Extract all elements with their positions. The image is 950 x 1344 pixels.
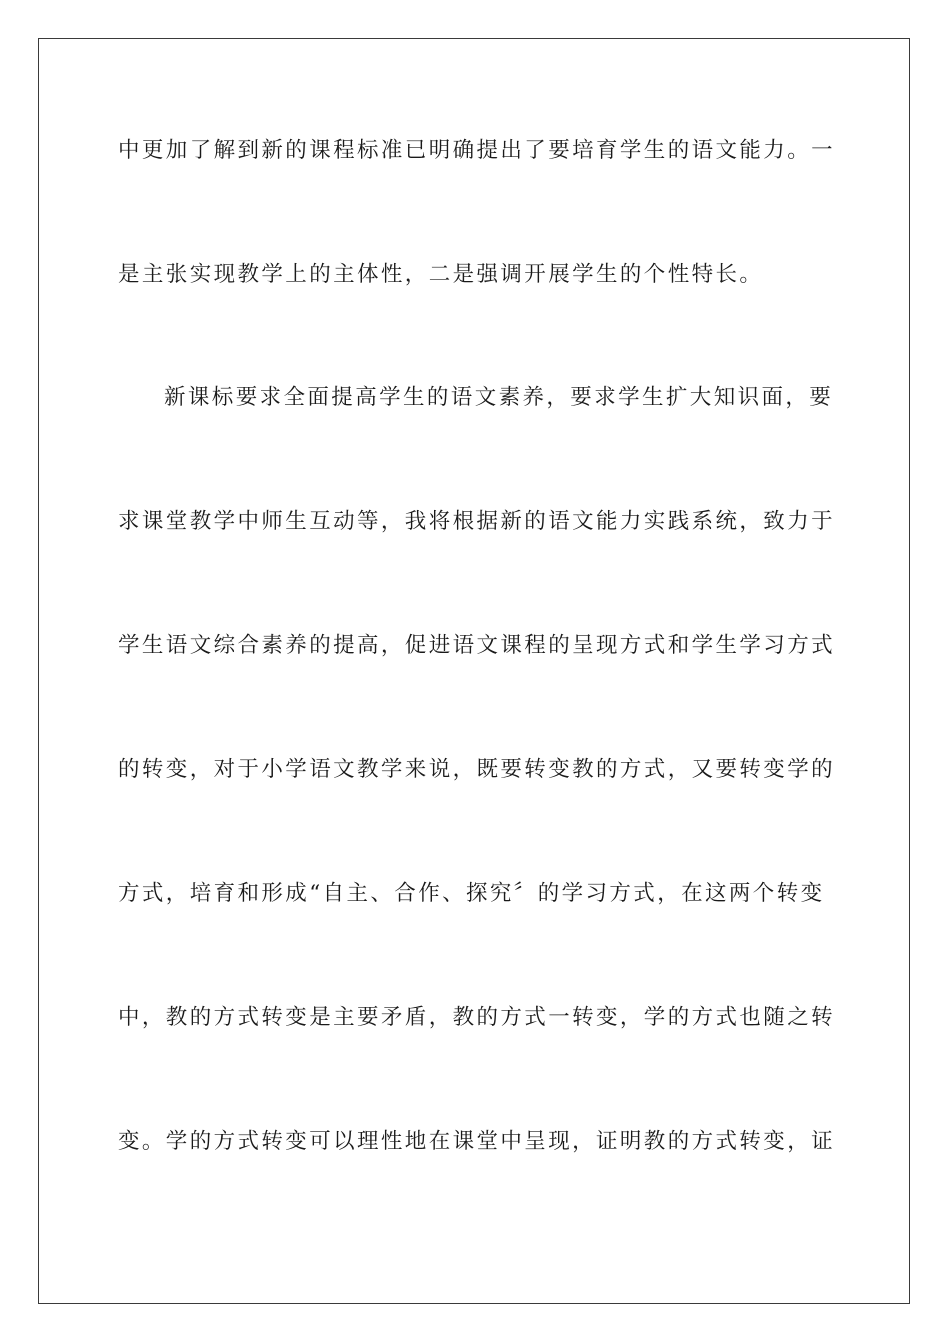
text-line: 中，教的方式转变是主要矛盾，教的方式一转变，学的方式也随之转 xyxy=(118,1005,836,1030)
text-line: 学生语文综合素养的提高，促进语文课程的呈现方式和学生学习方式 xyxy=(118,633,836,658)
text-line: 中更加了解到新的课程标准已明确提出了要培育学生的语文能力。一 xyxy=(118,138,836,163)
text-line: 求课堂教学中师生互动等，我将根据新的语文能力实践系统，致力于 xyxy=(118,509,836,534)
text-line: 方式，培育和形成“自主、合作、探究〞的学习方式，在这两个转变 xyxy=(118,881,825,906)
page-border xyxy=(38,38,910,1304)
text-line: 是主张实现教学上的主体性，二是强调开展学生的个性特长。 xyxy=(118,262,764,287)
text-line: 变。学的方式转变可以理性地在课堂中呈现，证明教的方式转变，证 xyxy=(118,1129,836,1154)
paragraph-start-line: 新课标要求全面提高学生的语文素养，要求学生扩大知识面，要 xyxy=(164,385,834,410)
text-line: 的转变，对于小学语文教学来说，既要转变教的方式，又要转变学的 xyxy=(118,757,836,782)
